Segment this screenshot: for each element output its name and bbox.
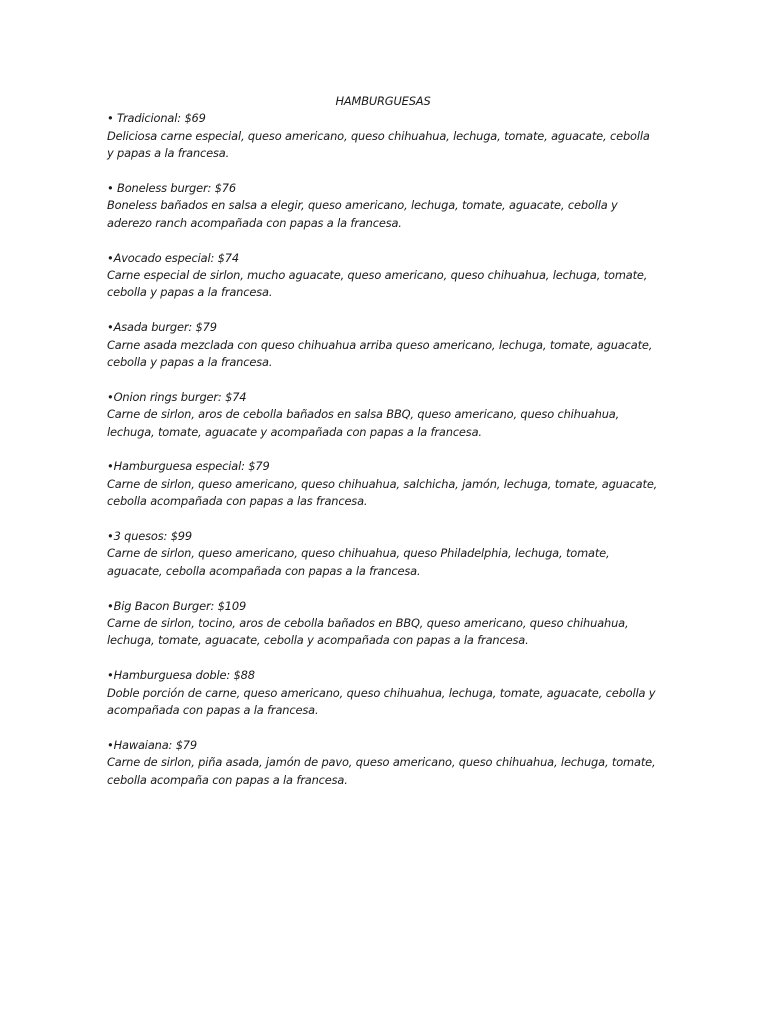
menu-item-description: Carne asada mezclada con queso chihuahua arriba queso americano, lechuga, tomate, aguacate, cebolla y papas a la francesa. xyxy=(107,337,653,370)
menu-item-description: Doble porción de carne, queso americano, queso chihuahua, lechuga, tomate, aguacate, cebolla y acompañada con papas a la francesa. xyxy=(107,685,656,718)
menu-document xyxy=(107,93,659,807)
menu-item-description: Carne de sirlon, aros de cebolla bañados en salsa BBQ, queso americano, queso chihuahua, lechuga, tomate, aguacate y acompañada con papas a la francesa. xyxy=(107,407,620,439)
menu-item-hamburguesa-especial xyxy=(107,458,659,510)
menu-item-big-bacon-burger xyxy=(107,598,659,650)
menu-item-description: Carne de sirlon, queso americano, queso chihuahua, salchicha, jamón, lechuga, tomate, aguacate, cebolla acompañada con papas a las francesa. xyxy=(107,476,658,509)
menu-item-hawaiana xyxy=(107,737,659,789)
menu-item-heading: •Big Bacon Burger: $109 xyxy=(107,598,247,613)
menu-item-heading: •3 quesos: $99 xyxy=(107,529,192,544)
menu-item-tradicional xyxy=(107,110,659,162)
menu-item-description: Carne especial de sirlon, mucho aguacate, queso americano, queso chihuahua, lechuga, tomate, cebolla y papas a la francesa. xyxy=(107,268,648,300)
menu-item-heading: •Asada burger: $79 xyxy=(107,320,217,335)
menu-item-heading: •Hawaiana: $79 xyxy=(107,737,198,752)
menu-item-avocado-especial xyxy=(107,250,659,302)
menu-item-hamburguesa-doble xyxy=(107,667,659,719)
menu-item-description: Carne de sirlon, piña asada, jamón de pavo, queso americano, queso chihuahua, lechuga, tomate, cebolla acompaña con papas a la francesa. xyxy=(107,755,656,787)
menu-item-heading: •Onion rings burger: $74 xyxy=(107,389,247,404)
menu-item-heading: • Tradicional: $69 xyxy=(107,111,206,126)
menu-item-heading: •Avocado especial: $74 xyxy=(107,250,239,265)
menu-item-heading: • Boneless burger: $76 xyxy=(107,181,236,196)
menu-item-heading: •Hamburguesa especial: $79 xyxy=(107,459,270,474)
menu-item-heading: •Hamburguesa doble: $88 xyxy=(107,668,255,683)
menu-item-description: Carne de sirlon, queso americano, queso chihuahua, queso Philadelphia, lechuga, tomate, aguacate, cebolla acompañada con papas a la francesa. xyxy=(107,546,610,578)
menu-item-description: Deliciosa carne especial, queso americano, queso chihuahua, lechuga, tomate, aguacate, cebolla y papas a la francesa. xyxy=(107,128,650,161)
page-title: HAMBURGUESAS xyxy=(335,94,431,108)
menu-item-description: Carne de sirlon, tocino, aros de cebolla bañados en BBQ, queso americano, queso chihuahua, lechuga, tomate, aguacate, cebolla y acompañada con papas a la francesa. xyxy=(107,616,629,648)
menu-item-3-quesos xyxy=(107,528,659,580)
menu-item-asada-burger xyxy=(107,319,659,371)
menu-item-description: Boneless bañados en salsa a elegir, queso americano, lechuga, tomate, aguacate, cebolla y aderezo ranch acompañada con papas a la francesa. xyxy=(107,198,618,230)
menu-item-boneless-burger xyxy=(107,180,659,232)
menu-item-onion-rings-burger xyxy=(107,389,659,441)
